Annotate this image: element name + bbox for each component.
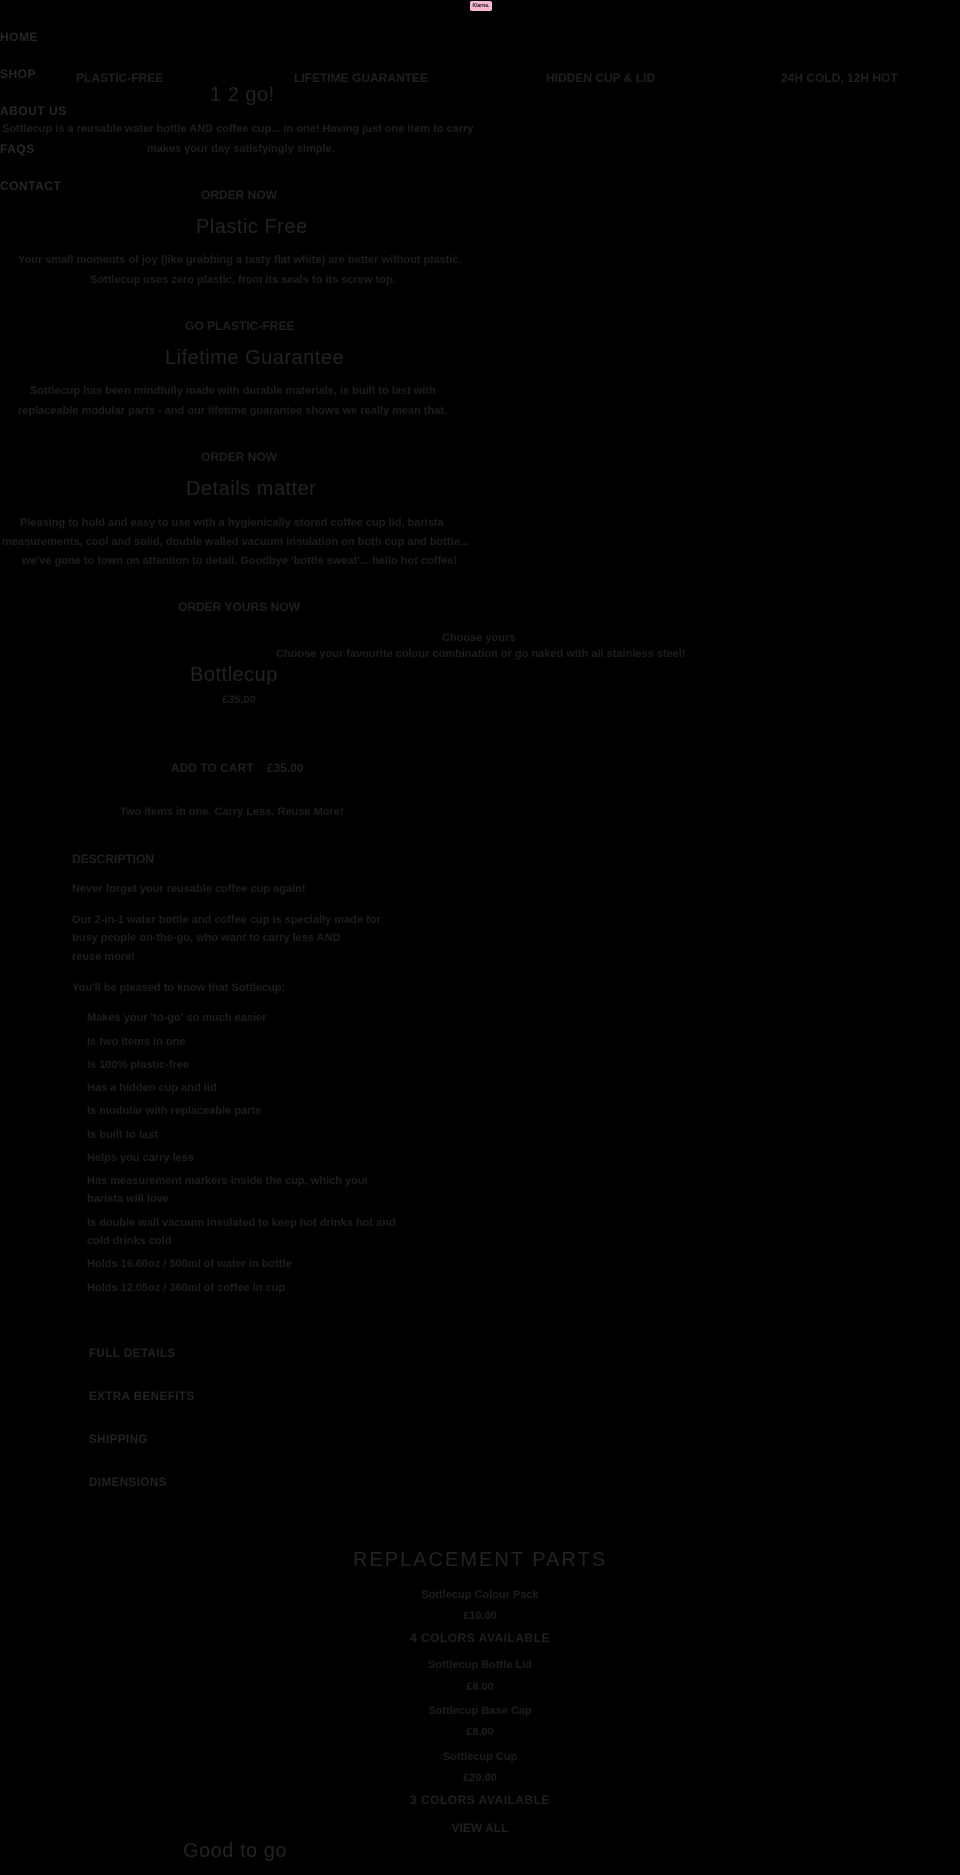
hero-text-line2: makes your day satisfyingly simple. — [147, 143, 335, 155]
accordion-dimensions[interactable]: DIMENSIONS — [89, 1477, 167, 1489]
bullet-item: Holds 12.05oz / 360ml of coffee in cup — [87, 1282, 286, 1294]
guarantee-order-button[interactable]: ORDER NOW — [201, 450, 277, 464]
hero-order-button[interactable]: ORDER NOW — [201, 188, 277, 202]
bullet-item: Has measurement markers inside the cup, which your — [87, 1175, 369, 1187]
description-p2-line1: Our 2-in-1 water bottle and coffee cup is specially made for — [72, 914, 381, 926]
details-line1: Pleasing to hold and easy to use with a hygienically stored coffee cup lid, barista — [20, 517, 444, 529]
replacement-item-price: £8.00 — [466, 1726, 494, 1738]
bullet-item: barista will love — [87, 1193, 169, 1205]
replacement-item-name[interactable]: Sottlecup Base Cap — [428, 1705, 532, 1717]
order-yours-button[interactable]: ORDER YOURS NOW — [178, 600, 300, 614]
accordion-extra-benefits[interactable]: EXTRA BENEFITS — [89, 1391, 195, 1403]
feature-lifetime-guarantee: LIFETIME GUARANTEE — [294, 71, 428, 85]
bullet-item: Is double wall vacuum insulated to keep hot drinks hot and — [87, 1217, 396, 1229]
view-all-link[interactable]: VIEW ALL — [451, 1821, 509, 1835]
details-line2: measurements, cool and solid, double walled vacuum insulation on both cup and bottle... — [2, 536, 469, 548]
bullet-item: Is modular with replaceable parts — [87, 1105, 262, 1117]
description-p1: Never forget your reusable coffee cup again! — [72, 883, 306, 895]
details-line3: we've gone to town on attention to detail. Goodbye 'bottle sweat'... hello hot coffee! — [22, 555, 458, 567]
nav-shop[interactable]: SHOP — [0, 67, 37, 81]
details-title: Details matter — [186, 478, 317, 500]
replacement-item-price: £20.00 — [463, 1772, 497, 1784]
plastic-free-line1: Your small moments of joy (like grabbing a tasty flat white) are better without plastic. — [18, 254, 462, 266]
description-p2-line2: busy people on-the-go, who want to carry less AND — [72, 932, 341, 944]
hero-text-line1: Sottlecup is a reusable water bottle AND coffee cup... in one! Having just one item to carry — [2, 123, 474, 135]
bullet-item: cold drinks cold — [87, 1235, 172, 1247]
replacement-item-name[interactable]: Sottlecup Cup — [442, 1751, 518, 1763]
replacement-item-price: £10.00 — [463, 1610, 497, 1622]
go-plastic-free-button[interactable]: GO PLASTIC-FREE — [185, 319, 295, 333]
feature-hot-cold: 24H COLD, 12H HOT — [781, 71, 898, 85]
add-to-cart-button[interactable] — [171, 761, 304, 775]
bullet-item: Has a hidden cup and lid — [87, 1082, 217, 1094]
accordion-full-details[interactable]: FULL DETAILS — [89, 1348, 176, 1360]
replacement-item-colors: 4 COLORS AVAILABLE — [409, 1631, 551, 1645]
bullet-item: Makes your 'to-go' so much easier — [87, 1012, 267, 1024]
feature-plastic-free: PLASTIC-FREE — [76, 71, 164, 85]
replacement-item-name[interactable]: Sottlecup Bottle Lid — [428, 1659, 532, 1671]
hero-title: 1 2 go! — [210, 84, 275, 106]
bullet-item: Holds 16.60oz / 500ml of water in bottle — [87, 1258, 292, 1270]
guarantee-title: Lifetime Guarantee — [165, 347, 345, 369]
bullet-item: Helps you carry less — [87, 1152, 195, 1164]
chooser-subtitle: Choose your favourite colour combination or go naked with all stainless steel! — [276, 648, 686, 660]
nav-about[interactable]: ABOUT US — [0, 104, 67, 118]
plastic-free-title: Plastic Free — [196, 216, 308, 238]
replacement-heading: REPLACEMENT PARTS — [352, 1549, 608, 1571]
product-tagline: Two items in one. Carry Less. Reuse More! — [120, 806, 344, 818]
replacement-item-name[interactable]: Sottlecup Colour Pack — [421, 1589, 539, 1601]
guarantee-line1: Sottlecup has been mindfully made with durable materials, is built to last with — [30, 385, 436, 397]
nav-home[interactable]: HOME — [0, 30, 38, 44]
replacement-item-colors: 3 COLORS AVAILABLE — [409, 1793, 551, 1807]
bullet-item: Is two items in one — [87, 1036, 186, 1048]
product-price: £35.00 — [222, 694, 256, 706]
plastic-free-line2: Sottlecup uses zero plastic, from its seals to its screw top. — [90, 274, 396, 286]
nav-contact[interactable]: CONTACT — [0, 179, 62, 193]
add-to-cart-price: £35.00 — [266, 761, 304, 775]
bullet-item: Is built to last — [87, 1129, 158, 1141]
add-to-cart-label: ADD TO CART — [171, 761, 254, 775]
nav-faqs[interactable]: FAQS — [0, 142, 35, 156]
guarantee-line2: replaceable modular parts - and our lifetime guarantee shows we really mean that. — [18, 405, 448, 417]
replacement-item-price: £8.00 — [466, 1681, 494, 1693]
footer-title: Good to go — [183, 1840, 287, 1862]
description-p2-line3: reuse more! — [72, 951, 135, 963]
description-heading: DESCRIPTION — [72, 852, 155, 866]
description-p3: You'll be pleased to know that Sottlecup: — [72, 982, 286, 994]
feature-hidden-cup: HIDDEN CUP & LID — [546, 71, 656, 85]
product-name: Bottlecup — [190, 664, 278, 686]
accordion-shipping[interactable]: SHIPPING — [89, 1434, 148, 1446]
bullet-item: Is 100% plastic-free — [87, 1059, 190, 1071]
klarna-badge: Klarna. — [470, 1, 492, 11]
chooser-heading: Choose yours — [442, 632, 516, 644]
